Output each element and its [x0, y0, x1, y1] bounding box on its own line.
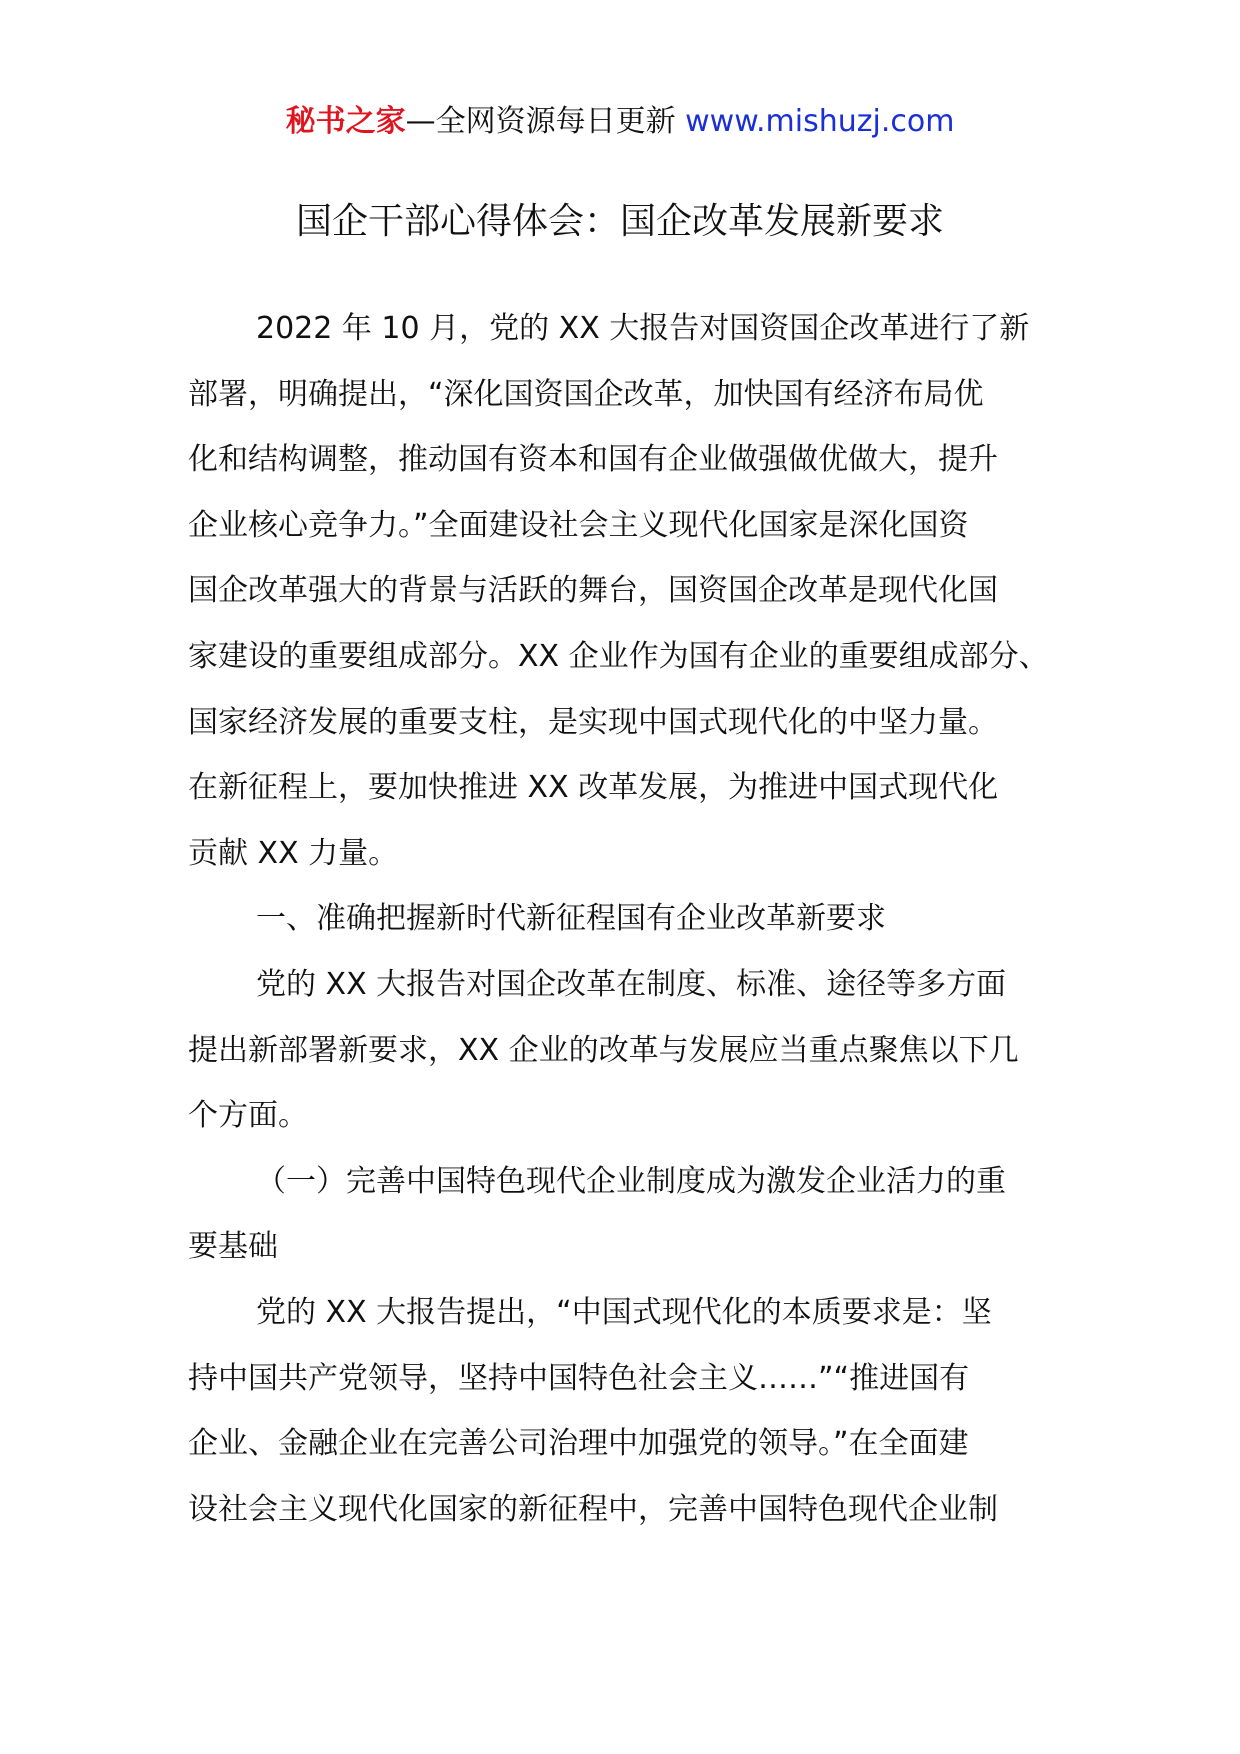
paragraph-line: 提出新部署新要求，XX 企业的改革与发展应当重点聚焦以下几 [188, 1032, 1019, 1068]
paragraph-line: 持中国共产党领导，坚持中国特色社会主义……”“推进国有 [188, 1360, 970, 1396]
paragraph-line: 2022 年 10 月，党的 XX 大报告对国资国企改革进行了新 [256, 311, 1030, 346]
paragraph-line: 国家经济发展的重要支柱，是实现中国式现代化的中坚力量。 [188, 704, 998, 740]
paragraph-line: 家建设的重要组成部分。XX 企业作为国有企业的重要组成部分、 [188, 638, 1049, 674]
paragraph-line: 党的 XX 大报告提出，“中国式现代化的本质要求是：坚 [256, 1294, 992, 1330]
paragraph-line: 化和结构调整，推动国有资本和国有企业做强做优做大，提升 [188, 442, 998, 478]
paragraph-line: 部署，明确提出，“深化国资国企改革，加快国有经济布局优 [188, 376, 984, 412]
subsection-heading: 要基础 [188, 1229, 278, 1265]
site-url[interactable]: www.mishuzj.com [685, 104, 955, 139]
paragraph-line: 在新征程上，要加快推进 XX 改革发展，为推进中国式现代化 [188, 770, 999, 806]
document-body [188, 296, 1068, 1542]
paragraph-line: 国企改革强大的背景与活跃的舞台，国资国企改革是现代化国 [188, 573, 998, 609]
paragraph-line: 企业核心竞争力。”全面建设社会主义现代化国家是深化国资 [188, 507, 969, 543]
paragraph-line: 个方面。 [188, 1098, 308, 1134]
paragraph-line: 党的 XX 大报告对国企改革在制度、标准、途径等多方面 [256, 966, 1007, 1002]
paragraph-line: 企业、金融企业在完善公司治理中加强党的领导。”在全面建 [188, 1426, 969, 1462]
document-title: 国企干部心得体会：国企改革发展新要求 [295, 201, 944, 242]
brand-name: 秘书之家 [285, 104, 406, 139]
paragraph-line: 贡献 XX 力量。 [188, 835, 399, 871]
site-header [0, 100, 1240, 144]
subsection-heading: （一）完善中国特色现代企业制度成为激发企业活力的重 [256, 1163, 1006, 1199]
section-heading: 一、准确把握新时代新征程国有企业改革新要求 [256, 901, 886, 937]
site-tagline: —全网资源每日更新 [405, 104, 686, 139]
paragraph-line: 设社会主义现代化国家的新征程中，完善中国特色现代企业制 [188, 1491, 998, 1527]
